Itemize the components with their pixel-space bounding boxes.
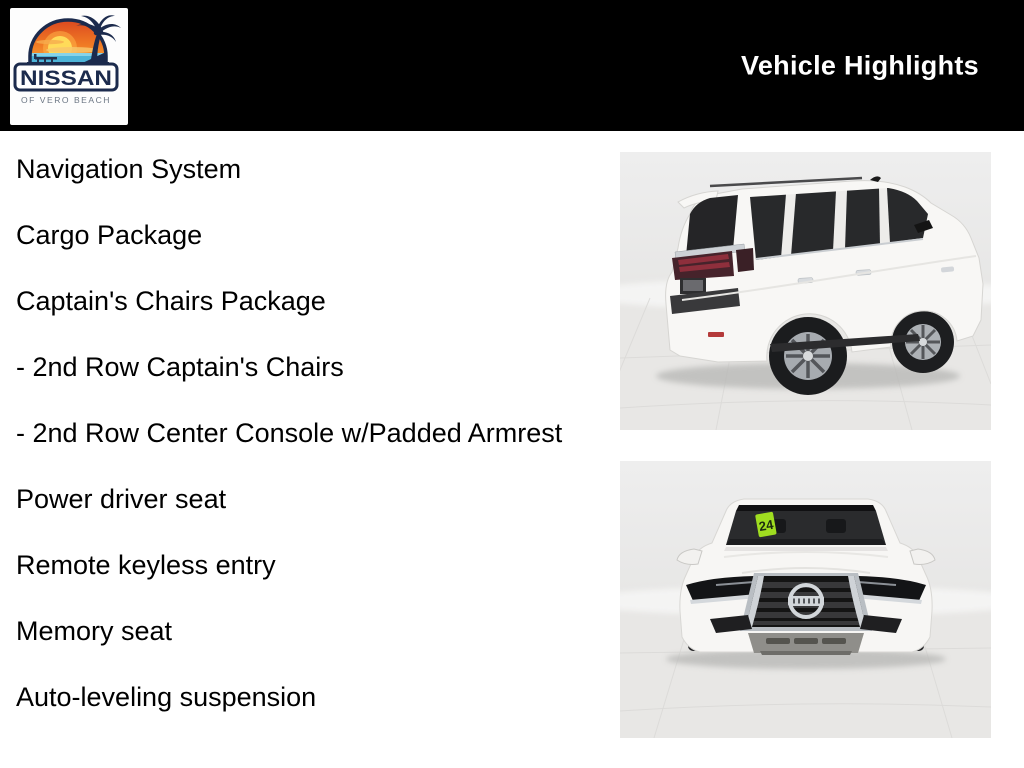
header-bar bbox=[0, 0, 1024, 131]
tail-light-inner bbox=[736, 248, 754, 272]
page-title: Vehicle Highlights bbox=[741, 50, 979, 80]
feature-item: Memory seat bbox=[16, 616, 173, 646]
feature-item: Captain's Chairs Package bbox=[16, 286, 326, 316]
feature-item: - 2nd Row Center Console w/Padded Armrest bbox=[16, 418, 563, 448]
feature-item: Navigation System bbox=[16, 154, 242, 184]
feature-list bbox=[16, 152, 564, 746]
windshield-trim bbox=[736, 505, 876, 511]
vehicle-photo-rear bbox=[620, 152, 991, 430]
feature-item: Cargo Package bbox=[16, 220, 203, 250]
feature-item: Power driver seat bbox=[16, 484, 227, 514]
feature-item: Remote keyless entry bbox=[16, 550, 276, 580]
cloud-icon bbox=[46, 47, 98, 53]
skid-plate-lip bbox=[760, 651, 852, 655]
sticker-text: 24 bbox=[757, 516, 775, 535]
license-plate bbox=[683, 280, 703, 291]
dashboard-shadow bbox=[726, 539, 886, 545]
dealer-logo bbox=[10, 8, 128, 125]
logo-tagline-text: OF VERO BEACH bbox=[21, 95, 111, 105]
content-area bbox=[0, 131, 1024, 768]
bumper-reflector bbox=[708, 332, 724, 337]
vehicle-photo-front bbox=[620, 461, 991, 738]
skid-plate-slots bbox=[766, 638, 846, 644]
rear-wheel bbox=[769, 317, 847, 395]
dealer-logo-graphic bbox=[10, 8, 128, 125]
photo-column bbox=[620, 152, 991, 738]
feature-item: - 2nd Row Captain's Chairs bbox=[16, 352, 344, 382]
logo-brand-text: NISSAN bbox=[20, 67, 112, 90]
feature-item: Auto-leveling suspension bbox=[16, 682, 317, 712]
cowl-line bbox=[724, 547, 888, 551]
